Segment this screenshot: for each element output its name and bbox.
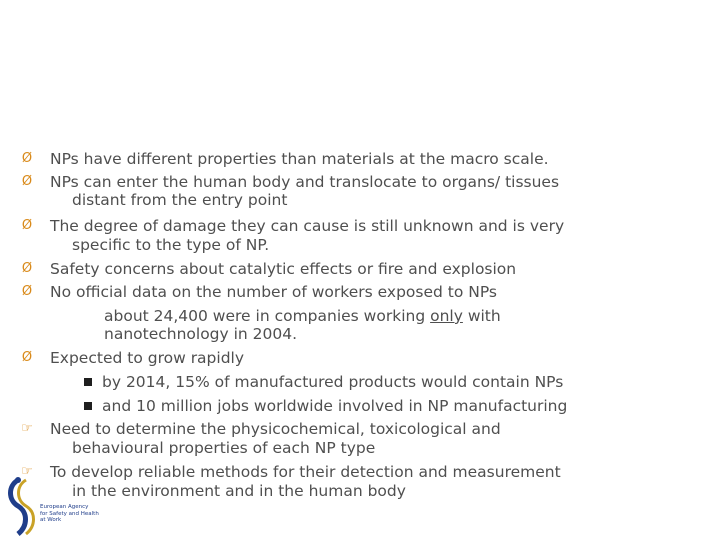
square-bullet-icon bbox=[84, 402, 92, 410]
sub-bullet-text: by 2014, 15% of manufactured products would contain NPs bbox=[102, 373, 564, 391]
arrow-bullet-icon: Ø bbox=[21, 174, 33, 189]
bullet-text-continuation: specific to the type of NP. bbox=[72, 236, 270, 254]
bullet-text: To develop reliable methods for their detection and measurement bbox=[50, 463, 561, 481]
bullet-text: NPs can enter the human body and translocate to organs/ tissues bbox=[50, 173, 560, 191]
arrow-bullet-icon: Ø bbox=[21, 218, 33, 233]
emphasis-only: only bbox=[430, 307, 463, 325]
bullet-text-continuation: distant from the entry point bbox=[72, 191, 288, 209]
bullet-text: No official data on the number of workers exposed to NPs bbox=[50, 283, 497, 301]
arrow-bullet-icon: Ø bbox=[21, 350, 33, 365]
sub-text: nanotechnology in 2004. bbox=[104, 325, 298, 343]
sub-bullet-text: and 10 million jobs worldwide involved in NP manufacturing bbox=[102, 397, 568, 415]
arrow-bullet-icon: Ø bbox=[21, 261, 33, 276]
bullet-text: Safety concerns about catalytic effects or fire and explosion bbox=[50, 260, 517, 278]
bullet-text-continuation: behavioural properties of each NP type bbox=[72, 439, 376, 457]
arrow-bullet-icon: Ø bbox=[21, 151, 33, 166]
bullet-text-continuation: in the environment and in the human body bbox=[72, 482, 406, 500]
sub-text: about 24,400 were in companies working only with bbox=[104, 307, 501, 325]
bullet-text: The degree of damage they can cause is still unknown and is very bbox=[50, 217, 565, 235]
square-bullet-icon bbox=[84, 378, 92, 386]
arrow-bullet-icon: Ø bbox=[21, 284, 33, 299]
logo-text: European Agency for Safety and Health at Work bbox=[40, 504, 99, 523]
bullet-text: Expected to grow rapidly bbox=[50, 349, 245, 367]
pointing-hand-icon: ☞ bbox=[21, 421, 33, 436]
bullet-text: NPs have different properties than materials at the macro scale. bbox=[50, 150, 549, 168]
pointing-hand-icon: ☞ bbox=[21, 464, 33, 479]
bullet-text: Need to determine the physicochemical, toxicological and bbox=[50, 420, 501, 438]
